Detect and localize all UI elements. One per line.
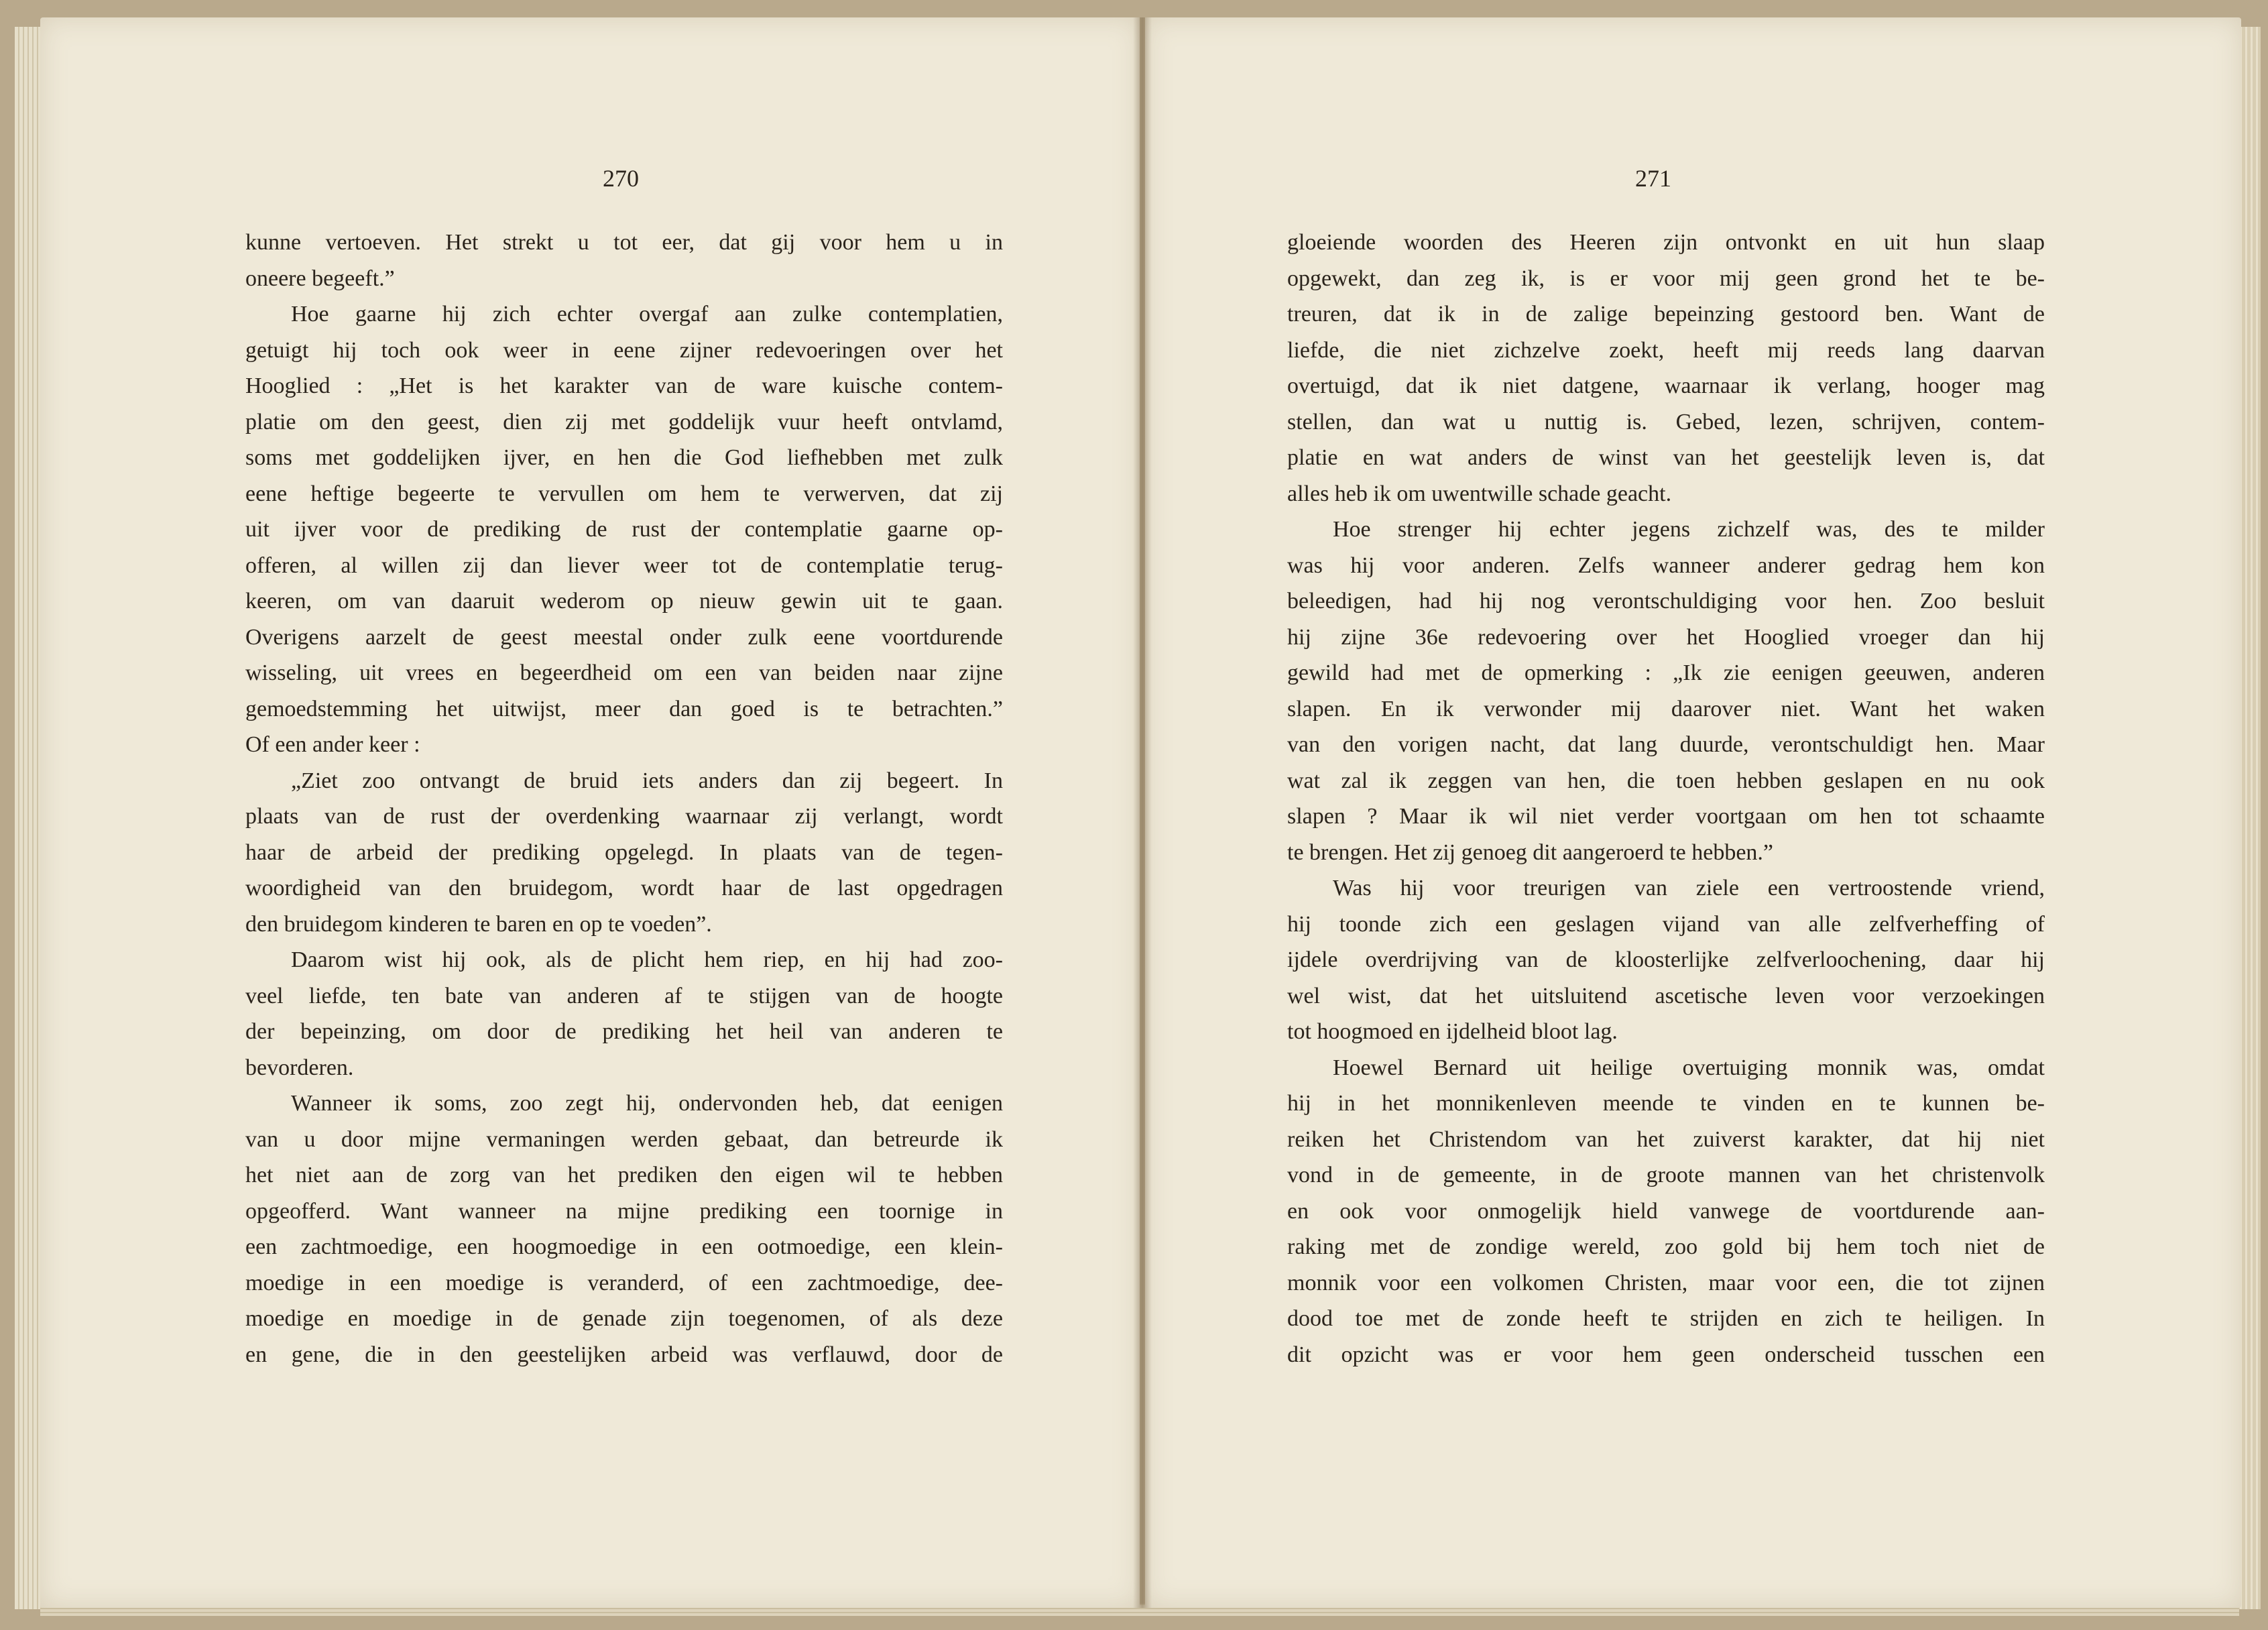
text-line: Hooglied : „Het is het karakter van de ware kuische contem- xyxy=(245,373,1003,398)
text-line: Daarom wist hij ook, als de plicht hem riep, en hij had zoo- xyxy=(291,947,1003,972)
text-line: kunne vertoeven. Het strekt u tot eer, dat gij voor hem u in xyxy=(245,230,1003,255)
text-line: reiken het Christendom van het zuiverst karakter, dat hij niet xyxy=(1287,1126,2045,1152)
text-line: beleedigen, had hij nog verontschuldiging voor hen. Zoo besluit xyxy=(1287,589,2045,614)
text-line: getuigt hij toch ook weer in eene zijner redevoeringen over het xyxy=(245,337,1003,363)
text-line: veel liefde, ten bate van anderen af te stijgen van de hoogte xyxy=(245,983,1003,1008)
text-line: te brengen. Het zij genoeg dit aangeroerd te hebben.” xyxy=(1287,839,1774,865)
text-line: haar de arbeid der prediking opgelegd. In plaats van de tegen- xyxy=(245,839,1003,865)
text-line: tot hoogmoed en ijdelheid bloot lag. xyxy=(1287,1019,1618,1044)
text-line: liefde, die niet zichzelve zoekt, heeft mij reeds lang daarvan xyxy=(1287,337,2045,363)
text-line: der bepeinzing, om door de prediking het heil van anderen te xyxy=(245,1019,1003,1044)
text-line: offeren, al willen zij dan liever weer tot de contemplatie terug- xyxy=(245,552,1003,578)
text-line: wel wist, dat het uitsluitend ascetische leven voor verzoekingen xyxy=(1287,983,2045,1008)
text-line: hij in het monnikenleven meende te vinden en te kunnen be- xyxy=(1287,1091,2045,1116)
text-line: platie om den geest, dien zij met goddelijk vuur heeft ontvlamd, xyxy=(245,409,1003,434)
text-line: keeren, om van daaruit wederom op nieuw gewin uit te gaan. xyxy=(245,589,1003,614)
text-line: wat zal ik zeggen van hen, die toen hebben geslapen en nu ook xyxy=(1287,768,2045,793)
text-line: plaats van de rust der overdenking waarnaar zij verlangt, wordt xyxy=(245,804,1003,829)
text-line: was hij voor anderen. Zelfs wanneer anderer gedrag hem kon xyxy=(1287,552,2045,578)
text-line: opgeofferd. Want wanneer na mijne prediking een toornige in xyxy=(245,1198,1003,1224)
text-line: van u door mijne vermaningen werden gebaat, dan betreurde ik xyxy=(245,1126,1003,1152)
text-line: slapen. En ik verwonder mij daarover niet. Want het waken xyxy=(1287,696,2045,721)
text-line: gewild had met de opmerking : „Ik zie eenigen geeuwen, anderen xyxy=(1287,660,2045,685)
text-line: soms met goddelijken ijver, en hen die God liefhebben met zulk xyxy=(245,445,1003,470)
right-page-number: 271 xyxy=(1635,165,1671,192)
text-line: Hoewel Bernard uit heilige overtuiging monnik was, omdat xyxy=(1333,1055,2045,1080)
text-line: vond in de gemeente, in de groote mannen van het christenvolk xyxy=(1287,1163,2045,1187)
text-line: woordigheid van den bruidegom, wordt haar de last opgedragen xyxy=(245,876,1003,900)
text-line: dit opzicht was er voor hem geen onderscheid tusschen een xyxy=(1287,1342,2045,1367)
text-line: raking met de zondige wereld, zoo gold bij hem toch niet de xyxy=(1287,1234,2045,1259)
text-line: en ook voor onmogelijk hield vanwege de voortdurende aan- xyxy=(1287,1198,2045,1224)
text-line: moedige en moedige in de genade zijn toegenomen, of als deze xyxy=(245,1306,1003,1331)
text-line: Overigens aarzelt de geest meestal onder zulk eene voortdurende xyxy=(245,624,1003,650)
text-line: alles heb ik om uwentwille schade geacht. xyxy=(1287,481,1672,506)
text-line: gloeiende woorden des Heeren zijn ontvonkt en uit hun slaap xyxy=(1287,230,2045,255)
text-line: gemoedstemming het uitwijst, meer dan goed is te betrachten.” xyxy=(245,696,1003,721)
text-line: Hoe gaarne hij zich echter overgaf aan zulke contemplatien, xyxy=(291,302,1003,327)
left-page-body xyxy=(245,225,1003,1373)
text-line: treuren, dat ik in de zalige bepeinzing gestoord ben. Want de xyxy=(1287,302,2045,327)
book-gutter xyxy=(1133,17,1152,1608)
text-line: een zachtmoedige, een hoogmoedige in een ootmoedige, een klein- xyxy=(245,1234,1003,1259)
left-page-number: 270 xyxy=(603,165,639,192)
text-line: overtuigd, dat ik niet datgene, waarnaar ik verlang, hooger mag xyxy=(1287,373,2045,398)
text-line: moedige in een moedige is veranderd, of een zachtmoedige, dee- xyxy=(245,1270,1003,1295)
text-line: ijdele overdrijving van de kloosterlijke zelfverloochening, daar hij xyxy=(1287,947,2045,972)
text-line: oneere begeeft.” xyxy=(245,266,395,291)
text-line: van den vorigen nacht, dat lang duurde, verontschuldigt hen. Maar xyxy=(1287,732,2045,757)
text-line: „Ziet zoo ontvangt de bruid iets anders dan zij begeert. In xyxy=(291,768,1003,793)
text-line: en gene, die in den geestelijken arbeid was verflauwd, door de xyxy=(245,1342,1003,1367)
text-line: Of een ander keer : xyxy=(245,732,420,757)
right-page-body xyxy=(1287,225,2045,1373)
text-line: platie en wat anders de winst van het geestelijk leven is, dat xyxy=(1287,445,2045,470)
text-line: uit ijver voor de prediking de rust der contemplatie gaarne op- xyxy=(245,517,1003,542)
text-line: hij toonde zich een geslagen vijand van alle zelfverheffing of xyxy=(1287,911,2045,937)
text-line: eene heftige begeerte te vervullen om hem te verwerven, dat zij xyxy=(245,481,1003,506)
text-line: slapen ? Maar ik wil niet verder voortgaan om hen tot schaamte xyxy=(1287,804,2045,829)
text-line: Hoe strenger hij echter jegens zichzelf was, des te milder xyxy=(1333,517,2045,542)
text-line: bevorderen. xyxy=(245,1055,354,1080)
text-line: opgewekt, dan zeg ik, is er voor mij geen grond het te be- xyxy=(1287,266,2045,291)
text-line: den bruidegom kinderen te baren en op te voeden”. xyxy=(245,911,712,937)
text-line: Wanneer ik soms, zoo zegt hij, ondervonden heb, dat eenigen xyxy=(291,1091,1003,1116)
text-line: hij zijne 36e redevoering over het Hooglied vroeger dan hij xyxy=(1287,624,2045,650)
text-line: stellen, dan wat u nuttig is. Gebed, lezen, schrijven, contem- xyxy=(1287,409,2045,434)
text-line: monnik voor een volkomen Christen, maar voor een, die tot zijnen xyxy=(1287,1270,2045,1295)
text-line: wisseling, uit vrees en begeerdheid om een van beiden naar zijne xyxy=(245,660,1003,685)
text-line: het niet aan de zorg van het prediken den eigen wil te hebben xyxy=(245,1163,1003,1187)
text-line: dood toe met de zonde heeft te strijden en zich te heiligen. In xyxy=(1287,1306,2045,1331)
text-line: Was hij voor treurigen van ziele een vertroostende vriend, xyxy=(1333,876,2045,900)
